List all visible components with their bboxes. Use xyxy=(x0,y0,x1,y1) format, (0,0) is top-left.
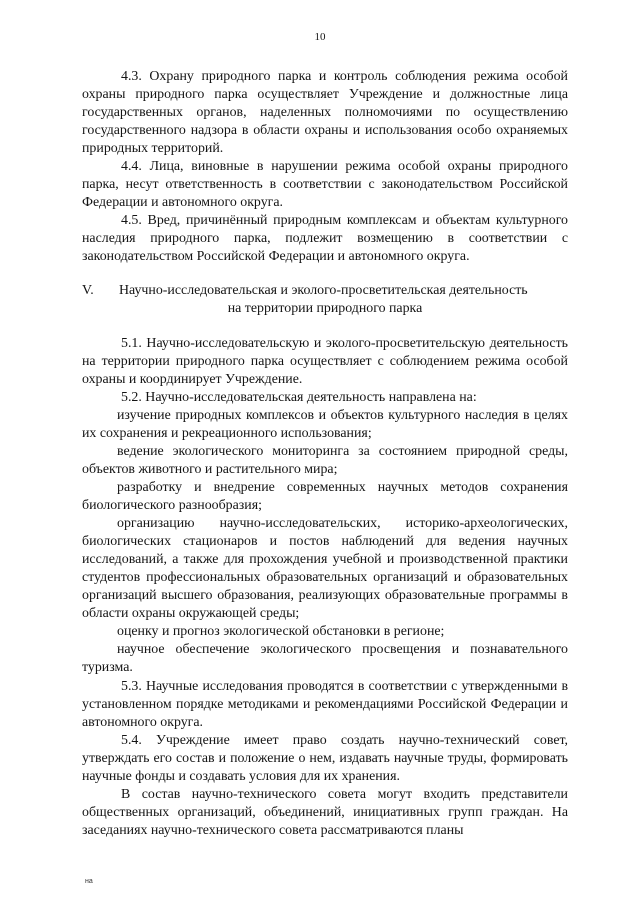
paragraph-5-3: 5.3. Научные исследования проводятся в соответствии с утвержденными в установленном порядке методиками и рекомендациями Российской Федерации и автономного округа. xyxy=(82,678,568,730)
section-title-line2: на территории природного парка xyxy=(227,300,423,316)
paragraph-5-1: 5.1. Научно-исследовательскую и эколого-просветительскую деятельность на территории природного парка осуществляет с соблюдением режима особой охраны и координирует Учреждение. xyxy=(82,335,568,387)
list-item: научное обеспечение экологического просвещения и познавательного туризма. xyxy=(82,642,568,676)
paragraph-5-2: 5.2. Научно-исследовательская деятельность направлена на: xyxy=(121,389,477,405)
paragraph-4-4: 4.4. Лица, виновные в нарушении режима особой охраны природного парка, несут ответственность в соответствии с законодательством Российской Федерации и автономного округа. xyxy=(82,159,568,211)
section-numeral: V. xyxy=(82,282,94,298)
footer-mark: на xyxy=(85,878,93,885)
list-item: оценку и прогноз экологической обстановки в регионе; xyxy=(117,624,445,640)
page-number: 10 xyxy=(314,31,326,43)
paragraph-council: В состав научно-технического совета могут входить представители общественных организаций, объединений, инициативных групп граждан. На заседаниях научно-технического совета рассматриваются планы xyxy=(82,786,568,838)
list-item: разработку и внедрение современных научных методов сохранения биологического разнообразия; xyxy=(82,479,568,514)
section-title-line1: Научно-исследовательская и эколого-просветительская деятельность xyxy=(119,282,528,298)
list-item: организацию научно-исследовательских, историко-археологических, биологических стационаров и постов наблюдений для ведения научных исследований, а также для прохождения учебной и производственной практики студентов профессиональных образовательных организаций и образовательных организаций высшего образования, реализующих образовательные программы в области охраны окружающей среды; xyxy=(82,516,568,622)
list-item: ведение экологического мониторинга за состоянием природной среды, объектов животного и растительного мира; xyxy=(82,443,568,477)
section-heading xyxy=(82,282,568,318)
paragraph-5-4: 5.4. Учреждение имеет право создать научно-технический совет, утверждать его состав и положение о нем, издавать научные труды, формировать научные фонды и создавать условия для их хранения. xyxy=(82,732,568,784)
document-body xyxy=(82,68,568,840)
paragraph-4-3: 4.3. Охрану природного парка и контроль соблюдения режима особой охраны природного парка осуществляет Учреждение и должностные лица государственных органов, наделенных полномочиями по осуществлению государственного надзора в области охраны и использования особо охраняемых природных территорий. xyxy=(82,69,568,157)
list-item: изучение природных комплексов и объектов культурного наследия в целях их сохранения и рекреационного использования; xyxy=(82,407,568,441)
paragraph-4-5: 4.5. Вред, причинённый природным комплексам и объектам культурного наследия природного парка, подлежит возмещению в соответствии с законодательством Российской Федерации и автономного округа. xyxy=(82,213,568,265)
